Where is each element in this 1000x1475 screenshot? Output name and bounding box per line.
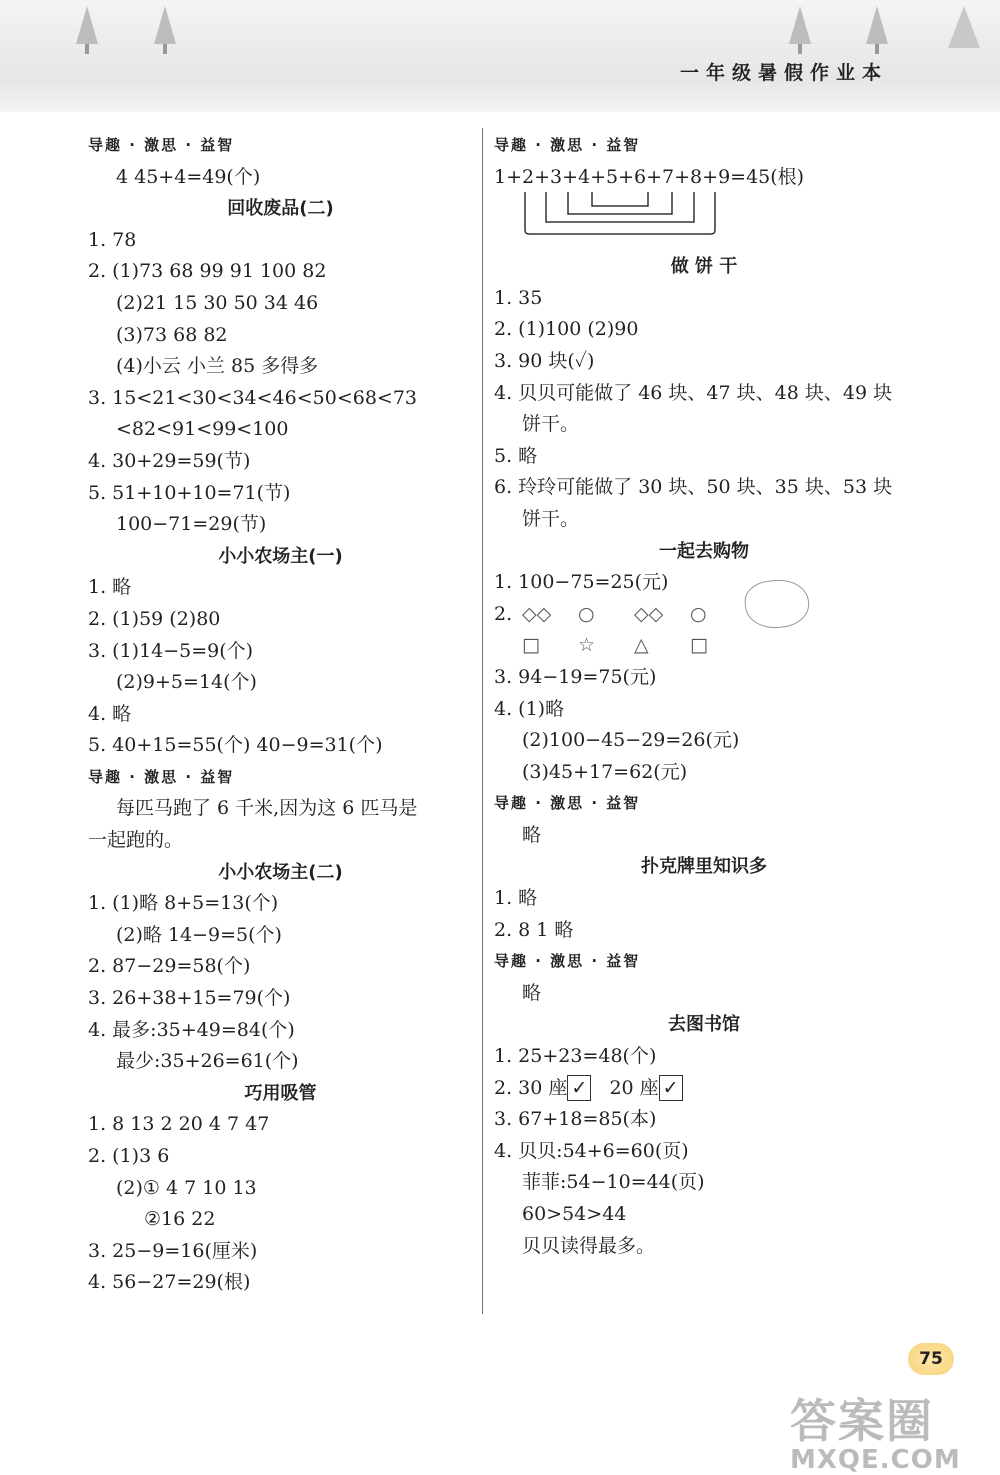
subsection-label: 导趣 · 激思 · 益智	[494, 136, 641, 154]
answer-line: ②16 22	[144, 1208, 216, 1231]
section-heading: 去图书馆	[668, 1014, 740, 1036]
answer-line: 每匹马跑了 6 千米,因为这 6 匹马是	[116, 797, 418, 820]
section-heading: 回收废品(二)	[227, 198, 334, 220]
column-divider	[482, 128, 483, 1314]
answer-line: 1+2+3+4+5+6+7+8+9=45(根)	[494, 165, 805, 188]
answer-line: 2. (1)100 (2)90	[494, 318, 639, 341]
shape-symbol: □	[690, 634, 708, 657]
answer-line: (2)100−45−29=26(元)	[522, 729, 740, 752]
checkbox-mark: ✓	[567, 1075, 591, 1101]
answer-line: (2)21 15 30 50 34 46	[116, 291, 319, 314]
section-heading: 扑克牌里知识多	[641, 856, 767, 878]
answer-line: 略	[522, 823, 542, 846]
answer-line: 5. 51+10+10=71(节)	[88, 481, 291, 504]
answer-line: 3. 94−19=75(元)	[494, 665, 657, 688]
subsection-label: 导趣 · 激思 · 益智	[494, 952, 641, 971]
tree-decoration-icon	[150, 4, 180, 56]
tree-decoration-icon	[862, 4, 892, 56]
answer-line: 4. 略	[88, 702, 132, 725]
answer-line: 5. 略	[494, 444, 538, 467]
shape-row	[494, 630, 914, 662]
answer-line: 60>54>44	[522, 1203, 627, 1225]
section-heading: 小小农场主(二)	[218, 861, 343, 883]
answer-line: 3. 15<21<30<34<46<50<68<73	[88, 386, 418, 409]
answer-line: 4. (1)略	[494, 697, 565, 720]
nested-brackets-diagram	[522, 190, 718, 236]
watermark-line2: MXQE.COM	[790, 1445, 961, 1475]
page-header	[0, 0, 1000, 112]
answer-line: 3. 25−9=16(厘米)	[88, 1239, 258, 1262]
answer-line: 1. 100−75=25(元)	[494, 571, 669, 594]
answer-line: 5. 40+15=55(个) 40−9=31(个)	[88, 734, 383, 757]
subsection-label: 导趣 · 激思 · 益智	[88, 767, 235, 786]
answer-line: 2. (1)73 68 99 91 100 82	[88, 260, 327, 283]
section-heading: 一起去购物	[659, 540, 749, 562]
answer-line: 1. 略	[88, 576, 132, 599]
answer-line: 一起跑的。	[88, 829, 184, 852]
answer-line: 4. 贝贝可能做了 46 块、47 块、48 块、49 块	[494, 381, 893, 404]
answer-line: 最少:35+26=61(个)	[116, 1050, 299, 1073]
answer-line: 1. (1)略 8+5=13(个)	[88, 892, 279, 915]
answer-line: 4. 30+29=59(节)	[88, 449, 251, 472]
checkbox-mark: ✓	[659, 1075, 683, 1101]
shape-symbol: ○	[690, 602, 707, 625]
section-heading: 做 饼 干	[670, 256, 738, 278]
answer-line: (3)45+17=62(元)	[522, 760, 688, 783]
answer-line: 3. 90 块(✓)	[494, 349, 595, 372]
answer-line: 饼干。	[522, 413, 580, 436]
answer-line: 1. 略	[494, 887, 538, 910]
answer-line: (4)小云 小兰 85 多得多	[116, 355, 319, 378]
answer-line: 贝贝读得最多。	[522, 1234, 656, 1257]
answer-line: (3)73 68 82	[116, 323, 228, 346]
page-number: 75	[908, 1343, 954, 1375]
answer-line: 1. 25+23=48(个)	[494, 1045, 657, 1068]
tree-decoration-icon	[72, 4, 102, 56]
section-heading: 巧用吸管	[244, 1082, 317, 1104]
answer-line: 4. 贝贝:54+6=60(页)	[494, 1139, 689, 1162]
answer-line: 4. 56−27=29(根)	[88, 1271, 251, 1294]
subsection-label: 导趣 · 激思 · 益智	[494, 794, 641, 813]
answer-line: 4 45+4=49(个)	[116, 165, 261, 188]
shape-symbol: △	[634, 634, 649, 657]
tree-decoration-icon	[785, 4, 815, 56]
library-q2-line	[494, 1073, 914, 1105]
answer-line: (2)9+5=14(个)	[116, 671, 257, 694]
shape-symbol: ☆	[578, 634, 596, 657]
left-column	[88, 130, 473, 1299]
answer-line: 2. 8 1 略	[494, 918, 574, 941]
answer-line: 100−71=29(节)	[116, 513, 267, 536]
section-heading: 小小农场主(一)	[218, 545, 343, 567]
answer-line: 3. (1)14−5=9(个)	[88, 639, 254, 662]
answer-line: 6. 玲玲可能做了 30 块、50 块、35 块、53 块	[494, 476, 893, 499]
answer-line: 1. 8 13 2 20 4 7 47	[88, 1113, 270, 1136]
q2-option-b: 20 座	[609, 1076, 659, 1099]
answer-line: (2)① 4 7 10 13	[116, 1176, 257, 1199]
shape-row	[494, 599, 914, 631]
q2-option-a: 2. 30 座	[494, 1076, 568, 1099]
watermark	[790, 1385, 961, 1475]
answer-line: 3. 26+38+15=79(个)	[88, 987, 291, 1010]
book-title: 一年级暑假作业本	[679, 62, 888, 84]
answer-line: 略	[522, 981, 542, 1004]
answer-line: (2)略 14−9=5(个)	[116, 923, 282, 946]
answer-line: 1. 78	[88, 228, 137, 251]
shape-symbol: ◇◇	[522, 602, 552, 625]
answer-line: 2. (1)59 (2)80	[88, 607, 221, 630]
answer-line: <82<91<99<100	[116, 418, 289, 441]
shape-symbol: ○	[578, 602, 595, 625]
right-column	[494, 130, 914, 1262]
answer-line: 2. (1)3 6	[88, 1145, 170, 1167]
tree-decoration-icon	[944, 4, 984, 56]
answer-line: 2. 87−29=58(个)	[88, 955, 251, 978]
answer-line: 饼干。	[522, 507, 580, 530]
answer-line: 1. 35	[494, 286, 543, 309]
shape-symbol: □	[522, 634, 540, 657]
subsection-label: 导趣 · 激思 · 益智	[88, 136, 235, 154]
shape-symbol: ◇◇	[634, 602, 664, 625]
shape-row-prefix: 2.	[494, 602, 513, 625]
answer-line: 3. 67+18=85(本)	[494, 1108, 657, 1131]
answer-line: 4. 最多:35+49=84(个)	[88, 1018, 295, 1041]
answer-line: 菲菲:54−10=44(页)	[522, 1171, 705, 1194]
watermark-line1: 答案圈	[790, 1394, 934, 1448]
